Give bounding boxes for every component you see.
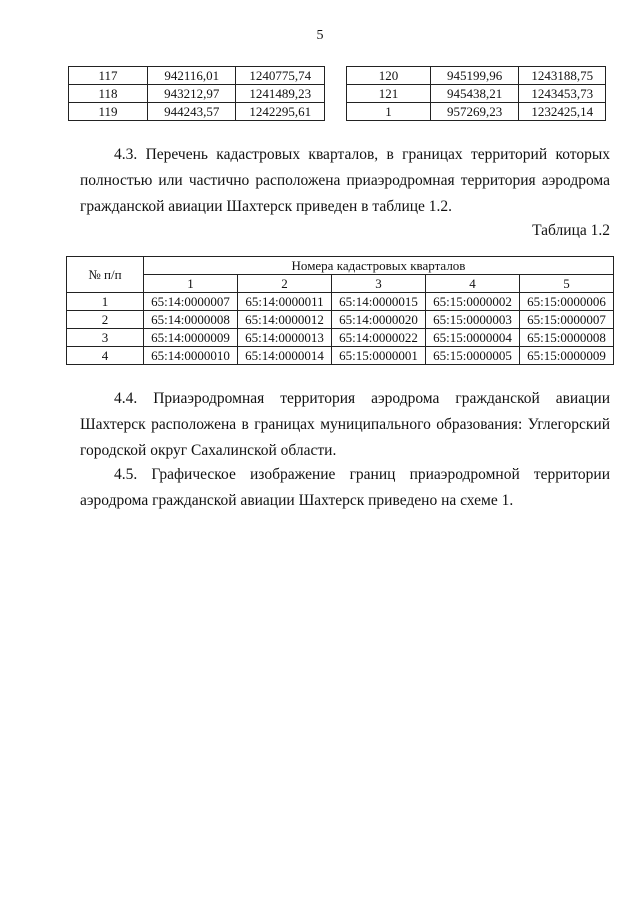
cadastral-quarters-table	[66, 256, 614, 365]
table-cell: 65:15:0000004	[426, 329, 520, 347]
table-row	[69, 103, 325, 121]
paragraph-4-5-text: 4.5. Графическое изображение границ приаэродромной территории аэродрома гражданской авиации Шахтерск приведено на схеме 1.	[80, 466, 610, 509]
table-row	[347, 103, 606, 121]
paragraph-4-4-text: 4.4. Приаэродромная территория аэродрома гражданской авиации Шахтерск расположена в границах муниципального образования: Углегорский городской округ Сахалинской области.	[80, 390, 610, 459]
table-cell: 944243,57	[147, 103, 235, 121]
header-num: № п/п	[67, 257, 144, 293]
paragraph-4-5	[80, 462, 610, 514]
table-cell: 120	[347, 67, 431, 85]
column-header: 3	[332, 275, 426, 293]
paragraph-4-3	[80, 142, 610, 220]
table-cell: 65:14:0000008	[144, 311, 238, 329]
paragraph-4-4	[80, 386, 610, 464]
table-cell: 1243188,75	[519, 67, 606, 85]
coordinates-table-left	[68, 66, 325, 121]
table-cell: 121	[347, 85, 431, 103]
table-cell: 65:14:0000012	[238, 311, 332, 329]
table-cell: 1240775,74	[236, 67, 325, 85]
table-cell: 65:15:0000006	[520, 293, 614, 311]
table-cell: 65:14:0000020	[332, 311, 426, 329]
table-row	[67, 293, 614, 311]
table-row	[69, 67, 325, 85]
table-cell: 4	[67, 347, 144, 365]
table-cell: 2	[67, 311, 144, 329]
table-cell: 957269,23	[430, 103, 518, 121]
table-cell: 65:15:0000008	[520, 329, 614, 347]
table-cell: 65:14:0000022	[332, 329, 426, 347]
header-group: Номера кадастровых кварталов	[144, 257, 614, 275]
table-cell: 118	[69, 85, 148, 103]
table-cell: 945199,96	[430, 67, 518, 85]
column-header: 1	[144, 275, 238, 293]
coordinates-table-right	[346, 66, 606, 121]
coordinates-table-right-body	[347, 67, 606, 121]
table-row	[347, 85, 606, 103]
table-cell: 65:15:0000003	[426, 311, 520, 329]
header-row-columns	[67, 275, 614, 293]
table-caption: Таблица 1.2	[532, 222, 610, 239]
table-cell: 65:15:0000005	[426, 347, 520, 365]
table-row	[67, 311, 614, 329]
table-cell: 65:14:0000011	[238, 293, 332, 311]
page-number: 5	[316, 28, 324, 43]
table-cell: 1243453,73	[519, 85, 606, 103]
table-cell: 1	[347, 103, 431, 121]
table-cell: 65:14:0000013	[238, 329, 332, 347]
table-cell: 65:15:0000002	[426, 293, 520, 311]
table-cell: 1232425,14	[519, 103, 606, 121]
cadastral-quarters-table-head	[67, 257, 614, 293]
table-cell: 117	[69, 67, 148, 85]
table-row	[67, 329, 614, 347]
table-cell: 65:15:0000009	[520, 347, 614, 365]
table-cell: 119	[69, 103, 148, 121]
table-cell: 65:14:0000009	[144, 329, 238, 347]
table-cell: 65:14:0000007	[144, 293, 238, 311]
table-cell: 65:15:0000001	[332, 347, 426, 365]
table-cell: 1242295,61	[236, 103, 325, 121]
column-header: 5	[520, 275, 614, 293]
cadastral-quarters-table-body	[67, 293, 614, 365]
table-cell: 65:15:0000007	[520, 311, 614, 329]
table-cell: 1	[67, 293, 144, 311]
table-cell: 3	[67, 329, 144, 347]
table-cell: 945438,21	[430, 85, 518, 103]
table-cell: 943212,97	[147, 85, 235, 103]
table-row	[347, 67, 606, 85]
table-cell: 65:14:0000015	[332, 293, 426, 311]
coordinates-table-left-body	[69, 67, 325, 121]
column-header: 2	[238, 275, 332, 293]
table-cell: 65:14:0000014	[238, 347, 332, 365]
table-cell: 65:14:0000010	[144, 347, 238, 365]
header-row-group	[67, 257, 614, 275]
table-cell: 1241489,23	[236, 85, 325, 103]
table-row	[69, 85, 325, 103]
column-header: 4	[426, 275, 520, 293]
table-cell: 942116,01	[147, 67, 235, 85]
paragraph-4-3-text: 4.3. Перечень кадастровых кварталов, в границах территорий которых полностью или частично расположена приаэродромная территория аэродрома гражданской авиации Шахтерск приведен в таблице 1.2.	[80, 146, 610, 215]
table-row	[67, 347, 614, 365]
